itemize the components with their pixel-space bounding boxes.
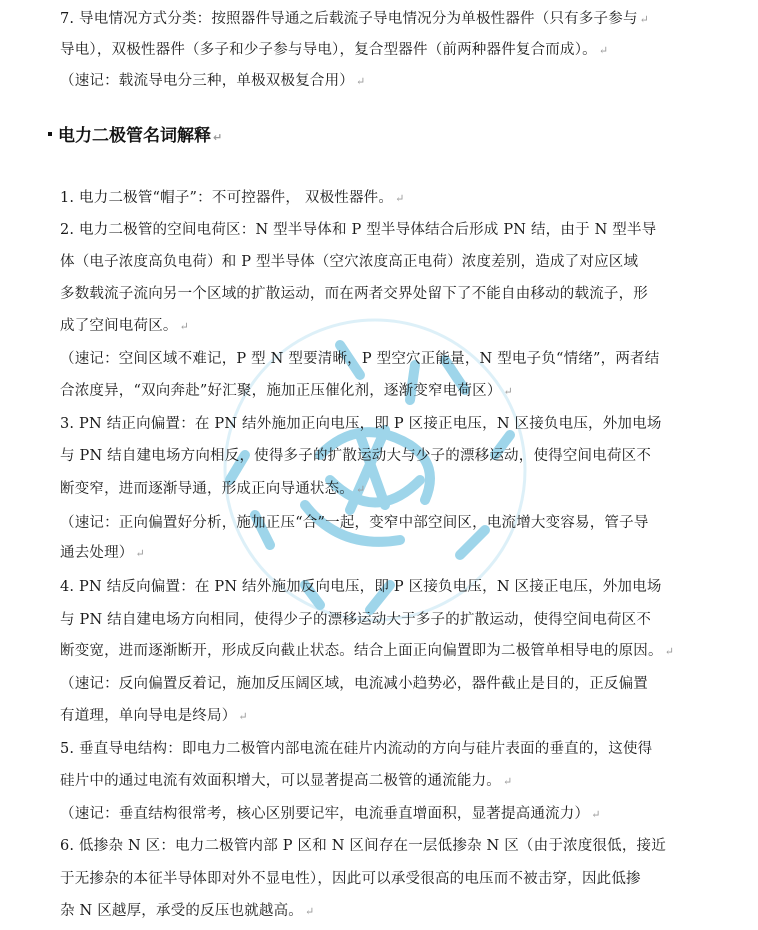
body-line: 5. 垂直导电结构：即电力二极管内部电流在硅片内流动的方向与硅片表面的垂直的，这使得 (60, 741, 653, 757)
paragraph-mark-icon: ↵ (305, 905, 315, 918)
body-line: 断变宽，进而逐渐断开，形成反向截止状态。结合上面正向偏置即为二极管单相导电的原因。 ↵ (60, 643, 675, 659)
body-line: 6. 低掺杂 N 区：电力二极管内部 P 区和 N 区间存在一层低掺杂 N 区（由于浓度很低，接近 (60, 838, 666, 854)
body-line: （速记：正向偏置好分析，施加正压“合”一起，变窄中部空间区，电流增大变容易，管子导 (60, 515, 649, 531)
body-line: 断变窄，进而逐渐导通，形成正向导通状态。 ↵ (60, 481, 366, 497)
body-line: 硅片中的通过电流有效面积增大，可以显著提高二极管的通流能力。 ↵ (60, 773, 513, 789)
body-line: 合浓度异，“双向奔赴”好汇聚，施加正压催化剂，逐渐变窄电荷区） ↵ (60, 383, 513, 399)
body-line: 成了空间电荷区。 ↵ (60, 318, 190, 334)
body-line: 与 PN 结自建电场方向相同，使得少子的漂移运动大于多子的扩散运动，使得空间电荷区不 (60, 612, 652, 628)
paragraph-mark-icon: ↵ (598, 44, 609, 57)
paragraph-mark-icon: ↵ (664, 645, 675, 658)
paragraph-mark-icon: ↵ (395, 192, 405, 205)
heading-bullet-icon (48, 132, 52, 136)
paragraph-mark-icon: ↵ (591, 808, 601, 821)
body-line: 于无掺杂的本征半导体即对外不显电性），因此可以承受很高的电压而不被击穿，因此低掺 (60, 871, 641, 887)
paragraph-mark-icon: ↵ (503, 385, 513, 398)
top-line-1: 7. 导电情况方式分类：按照器件导通之后载流子导电情况分为单极性器件（只有多子参与 ↵ (60, 11, 650, 27)
body-line: 有道理，单向导电是终局） ↵ (60, 708, 248, 724)
body-line: （速记：反向偏置反着记，施加反压阔区域，电流减小趋势必，器件截止是目的，正反偏置 (60, 676, 648, 692)
body-line: 通去处理） ↵ (60, 545, 145, 561)
paragraph-mark-icon: ↵ (356, 483, 366, 496)
body-line: 与 PN 结自建电场方向相反，使得多子的扩散运动大与少子的漂移运动，使得空间电荷区不 (60, 448, 652, 464)
body-line: 体（电子浓度高负电荷）和 P 型半导体（空穴浓度高正电荷）浓度差别，造成了对应区域 (60, 254, 639, 270)
body-line: 4. PN 结反向偏置：在 PN 结外施加反向电压，即 P 区接负电压，N 区接正电压，外加电场 (60, 579, 662, 595)
body-line: （速记：空间区域不难记，P 型 N 型要清晰，P 型空穴正能量，N 型电子负“情绪”，两者结 (60, 351, 660, 367)
body-line: 杂 N 区越厚，承受的反压也就越高。 ↵ (60, 903, 315, 919)
paragraph-mark-icon: ↵ (135, 547, 145, 560)
top-line-2: 导电），双极性器件（多子和少子参与导电），复合型器件（前两种器件复合而成）。 ↵ (60, 42, 609, 58)
body-line: （速记：垂直结构很常考，核心区别要记牢，电流垂直增面积，显著提高通流力） ↵ (60, 806, 601, 822)
top-line-3: （速记：载流导电分三种，单极双极复合用） ↵ (60, 73, 366, 89)
paragraph-mark-icon: ↵ (213, 131, 223, 144)
body-line: 2. 电力二极管的空间电荷区：N 型半导体和 P 型半导体结合后形成 PN 结，由于 N 型半导 (60, 222, 657, 238)
paragraph-mark-icon: ↵ (356, 75, 366, 88)
paragraph-mark-icon: ↵ (503, 775, 513, 788)
body-line: 多数载流子流向另一个区域的扩散运动，而在两者交界处留下了不能自由移动的载流子，形 (60, 286, 648, 302)
body-line: 1. 电力二极管“帽子”：不可控器件， 双极性器件。 ↵ (60, 190, 405, 206)
paragraph-mark-icon: ↵ (639, 13, 650, 26)
paragraph-mark-icon: ↵ (179, 320, 190, 333)
section-heading: 电力二极管名词解释 ↵ (48, 124, 222, 150)
body-line: 3. PN 结正向偏置：在 PN 结外施加正向电压，即 P 区接正电压，N 区接负电压，外加电场 (60, 416, 662, 432)
paragraph-mark-icon: ↵ (238, 710, 248, 723)
